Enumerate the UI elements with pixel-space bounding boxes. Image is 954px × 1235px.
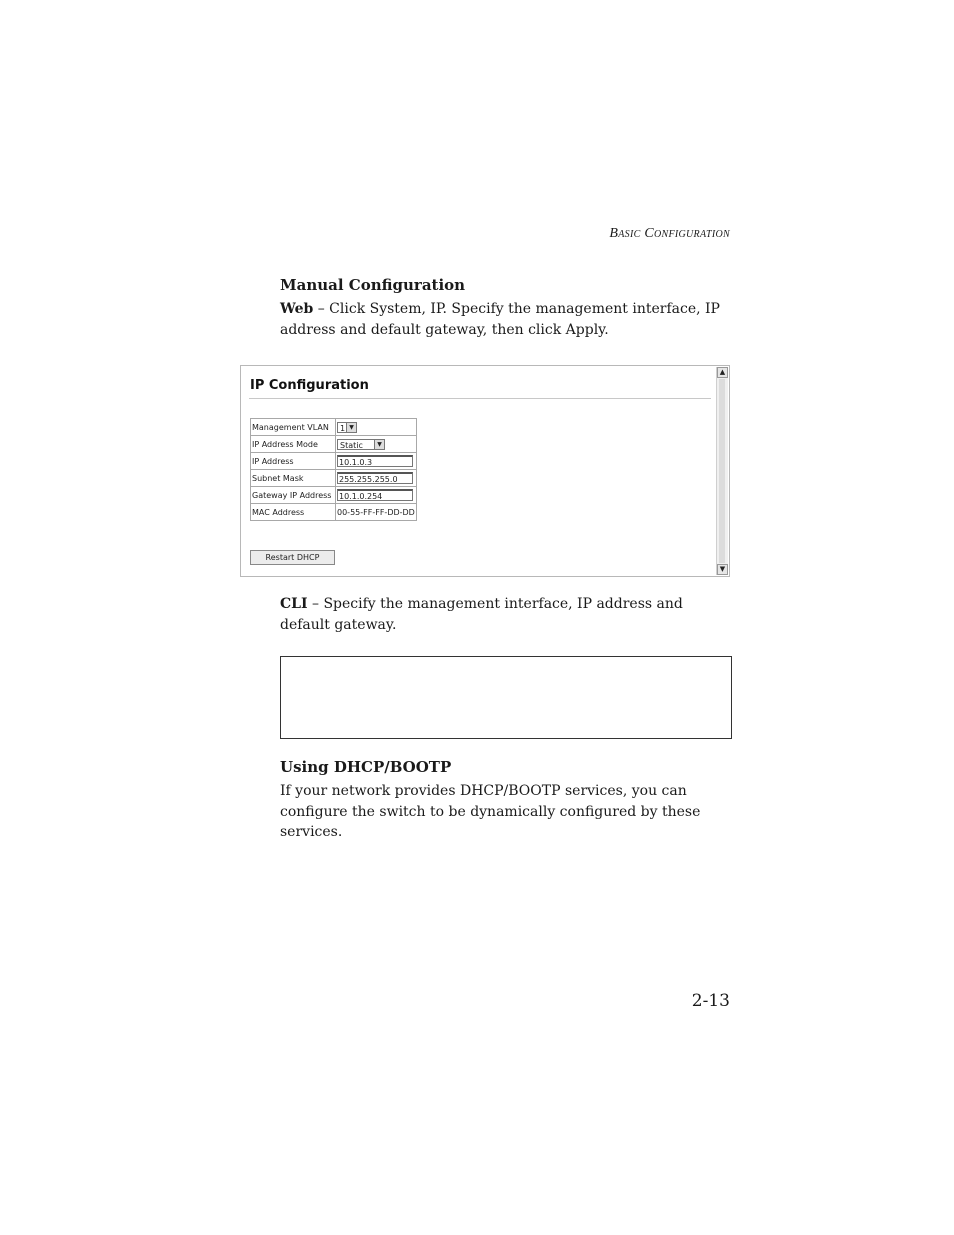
row-label: IP Address <box>251 453 336 470</box>
web-paragraph <box>280 299 730 340</box>
dhcp-paragraph: If your network provides DHCP/BOOTP services, you can configure the switch to be dynamically configured by these services. <box>280 783 701 840</box>
figure-title: IP Configuration <box>250 378 369 393</box>
table-row <box>251 453 417 470</box>
cli-example-box <box>280 656 732 739</box>
chevron-down-icon: ▼ <box>346 423 356 432</box>
figure-divider <box>249 398 711 399</box>
row-label: Subnet Mask <box>251 470 336 487</box>
page-number: 2-13 <box>691 991 730 1011</box>
table-row <box>251 470 417 487</box>
select-value: Static <box>340 440 363 450</box>
subnet-mask-field[interactable]: 255.255.255.0 <box>337 472 413 484</box>
row-label: Gateway IP Address <box>251 487 336 504</box>
web-text: – Click System, IP. Specify the management interface, IP address and default gateway, then click Apply. <box>280 301 720 338</box>
cli-label: CLI <box>280 596 308 612</box>
ip-address-field[interactable]: 10.1.0.3 <box>337 455 413 467</box>
restart-dhcp-button[interactable]: Restart DHCP <box>250 550 335 565</box>
scrollbar-track[interactable] <box>719 379 725 563</box>
gateway-ip-field[interactable]: 10.1.0.254 <box>337 489 413 501</box>
chevron-down-icon: ▼ <box>374 440 384 449</box>
web-label: Web <box>280 301 314 317</box>
cli-text: – Specify the management interface, IP address and default gateway. <box>280 596 683 633</box>
section-heading-manual: Manual Configuration <box>280 276 466 294</box>
table-row <box>251 419 417 436</box>
ip-config-table <box>250 418 417 521</box>
scroll-up-arrow-icon[interactable]: ▲ <box>717 367 728 378</box>
cli-paragraph <box>280 594 730 635</box>
scroll-down-arrow-icon[interactable]: ▼ <box>717 564 728 575</box>
row-label: Management VLAN <box>251 419 336 436</box>
management-vlan-select[interactable] <box>337 422 357 433</box>
vertical-scrollbar[interactable] <box>716 367 728 575</box>
section-heading-dhcp: Using DHCP/BOOTP <box>280 758 452 776</box>
ip-configuration-screenshot <box>240 365 730 577</box>
running-head: Basic Configuration <box>609 226 730 241</box>
row-label: MAC Address <box>251 504 336 521</box>
table-row <box>251 436 417 453</box>
row-label: IP Address Mode <box>251 436 336 453</box>
table-row <box>251 487 417 504</box>
mac-address-value: 00-55-FF-FF-DD-DD <box>337 507 415 517</box>
select-value: 1 <box>340 423 346 433</box>
table-row <box>251 504 417 521</box>
ip-address-mode-select[interactable] <box>337 439 385 450</box>
